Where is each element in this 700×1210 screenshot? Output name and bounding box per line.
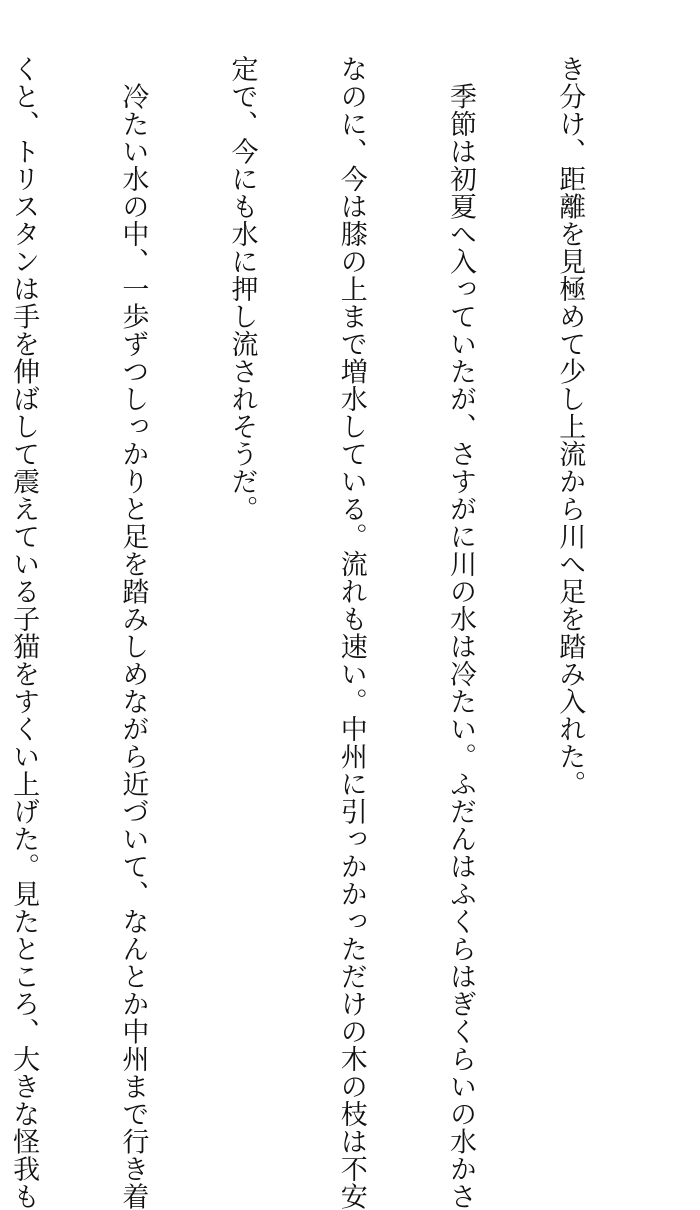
text-line: き分け、距離を見極めて少し上流から川へ足を踏み入れた。 [554,55,586,798]
text-line: 冷たい水の中、一歩ずつしっかりと足を踏みしめながら近づいて、なんとか中州まで行き着 [117,55,149,1210]
text-line: 定で、今にも水に押し流されそうだ。 [226,55,258,523]
text-line: くと、トリスタンは手を伸ばして震えている子猫をすくい上げた。見たところ、大きな怪我も [8,55,40,1210]
vertical-text-body [8,55,660,1210]
text-line: 季節は初夏へ入っていたが、さすがに川の水は冷たい。ふだんはふくらはぎくらいの水かさ [444,55,476,1210]
text-line: なのに、今は膝の上まで増水している。流れも速い。中州に引っかかっただけの木の枝は不安 [335,55,367,1210]
